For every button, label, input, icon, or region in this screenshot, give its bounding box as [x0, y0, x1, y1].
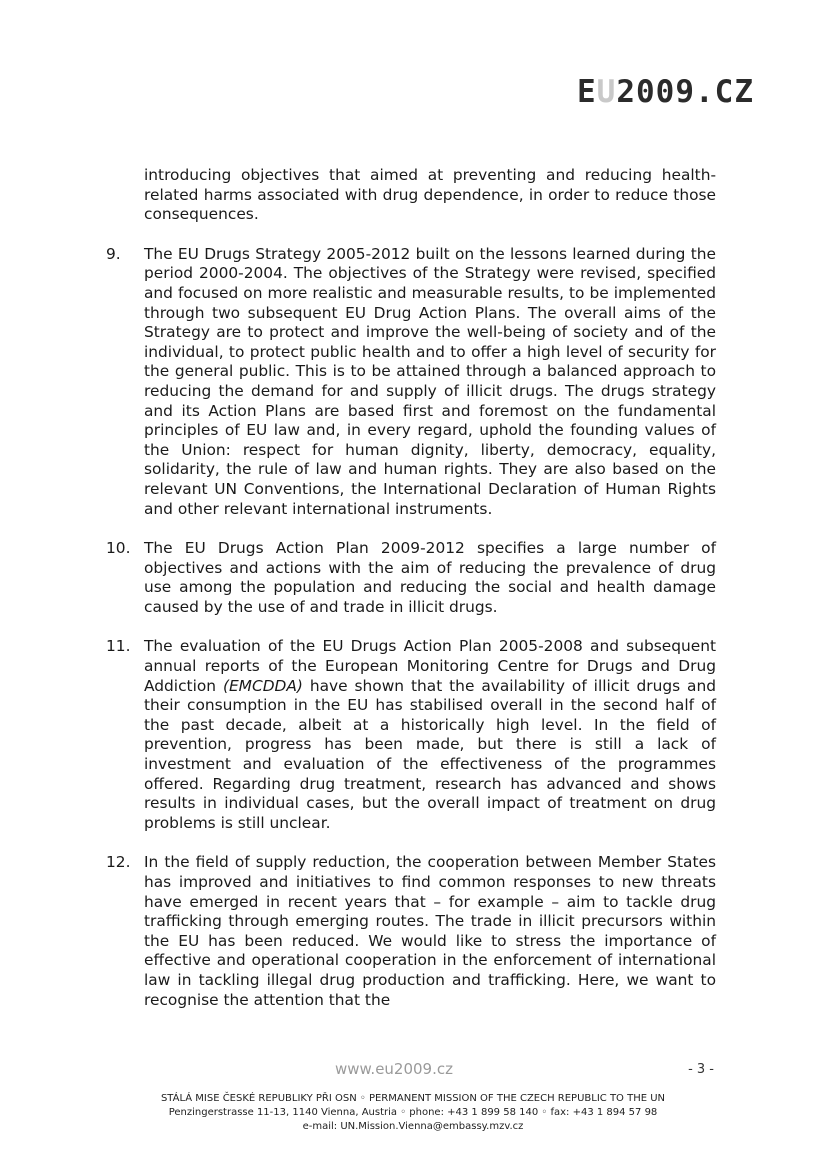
- paragraph-number: 9.: [106, 244, 121, 263]
- paragraph-text: In the field of supply reduction, the cooperation between Member States has improved and initiatives to find common responses to new threats have emerged in recent years that – for example – aim to tackle drug trafficking through emerging routes. The trade in illicit precursors within the EU has been reduced. We would like to stress the importance of effective and operational cooperation in the enforcement of international law in tackling illegal drug production and trafficking. Here, we want to recognise the attention that the: [144, 853, 716, 1009]
- paragraph-9: [106, 245, 716, 519]
- footer: [0, 1060, 826, 1084]
- paragraph-number: 11.: [106, 637, 131, 656]
- paragraph-text-part: have shown that the availability of illicit drugs and their consumption in the EU has stabilised overall in the second half of the past decade, albeit at a historically high level. In the field of prevention, progress has been made, but there is still a lack of investment and evaluation of the effectiveness of the programmes offered. Regarding drug treatment, research has advanced and shows results in individual cases, but the overall impact of treatment on drug problems is still unclear.: [144, 676, 716, 832]
- paragraph-10: [106, 539, 716, 617]
- paragraph-text: The EU Drugs Strategy 2005-2012 built on the lessons learned during the period 2000-2004. The objectives of the Strategy were revised, specified and focused on more realistic and measurable results, to be implemented through two subsequent EU Drug Action Plans. The overall aims of the Strategy are to protect and improve the well-being of society and of the individual, to protect public health and to offer a high level of security for the general public. This is to be attained through a balanced approach to reducing the demand for and supply of illicit drugs. The drugs strategy and its Action Plans are based first and foremost on the fundamental principles of EU law and, in every regard, uphold the founding values of the Union: respect for human dignity, liberty, democracy, equality, solidarity, the rule of law and human rights. They are also based on the relevant UN Conventions, the International Declaration of Human Rights and other relevant international instruments.: [144, 244, 716, 518]
- footer-address: [0, 1092, 826, 1134]
- footer-url[interactable]: www.eu2009.cz: [335, 1060, 453, 1078]
- address-line-3[interactable]: e-mail: UN.Mission.Vienna@embassy.mzv.cz: [302, 1121, 524, 1132]
- eu2009-logo: EU2009.CZ: [577, 74, 754, 110]
- emcdda-abbreviation: (EMCDDA): [222, 676, 303, 695]
- paragraph-text: [144, 637, 716, 833]
- paragraph-text-part: The evaluation of the EU Drugs Action Plan 2005-2008 and subsequent annual reports of the European Monitoring Centre for Drugs and Drug Addiction: [144, 637, 716, 695]
- address-line-2: Penzingerstrasse 11-13, 1140 Vienna, Austria ◦ phone: +43 1 899 58 140 ◦ fax: +43 1 894 57 98: [168, 1107, 658, 1118]
- page-number: - 3 -: [688, 1062, 714, 1077]
- document-body: [106, 166, 716, 1030]
- paragraph-number: 10.: [106, 539, 131, 558]
- intro-paragraph: introducing objectives that aimed at preventing and reducing health-related harms associated with drug dependence, in order to reduce those consequences.: [144, 166, 716, 224]
- paragraph-text: The EU Drugs Action Plan 2009-2012 specifies a large number of objectives and actions with the aim of reducing the prevalence of drug use among the population and reducing the social and health damage caused by the use of and trade in illicit drugs.: [144, 539, 716, 616]
- paragraph-11: [106, 637, 716, 833]
- address-line-1: STÁLÁ MISE ČESKÉ REPUBLIKY PŘI OSN ◦ PERMANENT MISSION OF THE CZECH REPUBLIC TO THE UN: [160, 1093, 666, 1104]
- paragraph-number: 12.: [106, 853, 131, 872]
- paragraph-12: [106, 853, 716, 1010]
